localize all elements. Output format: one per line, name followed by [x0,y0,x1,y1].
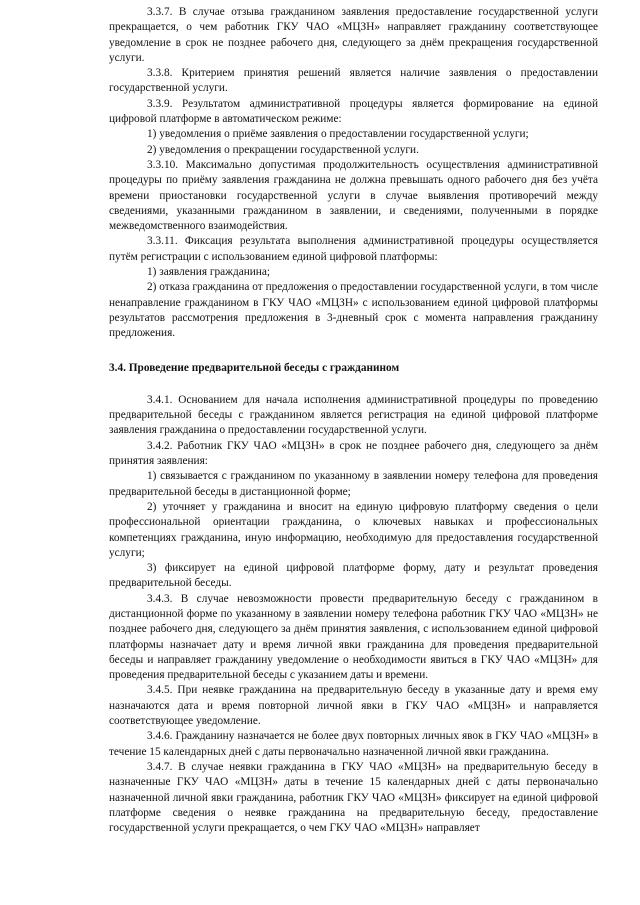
paragraph-3-3-8: 3.3.8. Критерием принятия решений является наличие заявления о предоставлении государственной услуги. [109,67,598,95]
list-item-3-4-2-1: 1) связывается с гражданином по указанному в заявлении номеру телефона для проведения предварительной беседы в дистанционной форме; [109,470,598,498]
paragraph-3-4-2: 3.4.2. Работник ГКУ ЧАО «МЦЗН» в срок не позднее рабочего дня, следующего за днём принятия заявления: [109,439,598,468]
list-item-3-4-2-3: 3) фиксирует на единой цифровой платформе форму, дату и результат проведения предварительной беседы. [109,562,598,590]
paragraph-3-3-10: 3.3.10. Максимально допустимая продолжительность осуществления административной процедуры по приёму заявления гражданина не должна превышать одного рабочего дня без учёта времени приостановки государственной услуги в случае выявления противоречий между сведениями, указанными гражданином в заявлении, и сведениями, полученными в порядке межведомственного взаимодействия. [109,158,598,233]
list-item-3-3-11-1: 1) заявления гражданина; [147,266,271,279]
paragraph-3-4-1: 3.4.1. Основанием для начала исполнения административной процедуры по проведению предварительной беседы с гражданином является регистрация на единой цифровой платформе заявления гражданина о предоставлении государственной услуги. [109,393,598,437]
paragraph-3-4-7: 3.4.7. В случае неявки гражданина в ГКУ ЧАО «МЦЗН» на предварительную беседу в назначенные ГКУ ЧАО «МЦЗН» даты в течение 15 календарных дней с даты первоначально назначенной личной явки гражданина, работник ГКУ ЧАО «МЦЗН» фиксирует на единой цифровой платформе сведения о неявке гражданина на предварительную беседу, предоставление государственной услуги прекращается, о чем ГКУ ЧАО «МЦЗН» направляет [109,760,598,835]
paragraph-3-3-9: 3.3.9. Результатом административной процедуры является формирование на единой цифровой платформе в автоматическом режиме: [109,97,598,126]
section-heading: 3.4. Проведение предварительной беседы с гражданином [109,361,400,374]
list-item-3-3-11-2: 2) отказа гражданина от предложения о предоставлении государственной услуги, в том числе ненаправление гражданином в ГКУ ЧАО «МЦЗН» с использованием единой цифровой платформы результатов рассмотрения предложения в 3-дневный срок с момента направления гражданину предложения. [109,281,598,340]
list-item-3-4-2-2: 2) уточняет у гражданина и вносит на единую цифровую платформу сведения о цели профессиональной ориентации гражданина, о ключевых навыках и профессиональных компетенциях гражданина, иную информацию, необходимую для предоставления государственной услуги; [109,500,598,559]
paragraph-3-4-6: 3.4.6. Гражданину назначается не более двух повторных личных явок в ГКУ ЧАО «МЦЗН» в течение 15 календарных дней с даты первоначально назначенной личной явки гражданина. [109,730,598,758]
paragraph-3-3-7: 3.3.7. В случае отзыва гражданином заявления предоставление государственной услуги прекращается, о чем работник ГКУ ЧАО «МЦЗН» направляет гражданину соответствующее уведомление в срок не позднее рабочего дня, следующего за днём прекращения государственной услуги. [109,6,598,64]
list-item-3-3-9-2: 2) уведомления о прекращении государственной услуги. [147,143,419,156]
paragraph-3-4-5: 3.4.5. При неявке гражданина на предварительную беседу в указанные дату и время ему назначаются дата и время повторной личной явки в ГКУ ЧАО «МЦЗН» и направляется соответствующее уведомление. [109,684,598,728]
paragraph-3-4-3: 3.4.3. В случае невозможности провести предварительную беседу с гражданином в дистанционной форме по указанному в заявлении номеру телефона работник ГКУ ЧАО «МЦЗН» не позднее рабочего дня, следующего за днём принятия заявления, с использованием единой цифровой платформы назначает дату и время личной явки гражданина для проведения предварительной беседы и направляет гражданину уведомление о необходимости явиться в ГКУ ЧАО «МЦЗН» для проведения предварительной беседы с указанием даты и времени. [109,592,598,682]
list-item-3-3-9-1: 1) уведомления о приёме заявления о предоставлении государственной услуги; [147,128,529,141]
paragraph-3-3-11: 3.3.11. Фиксация результата выполнения административной процедуры осуществляется путём регистрации с использованием единой цифровой платформы: [109,235,598,263]
